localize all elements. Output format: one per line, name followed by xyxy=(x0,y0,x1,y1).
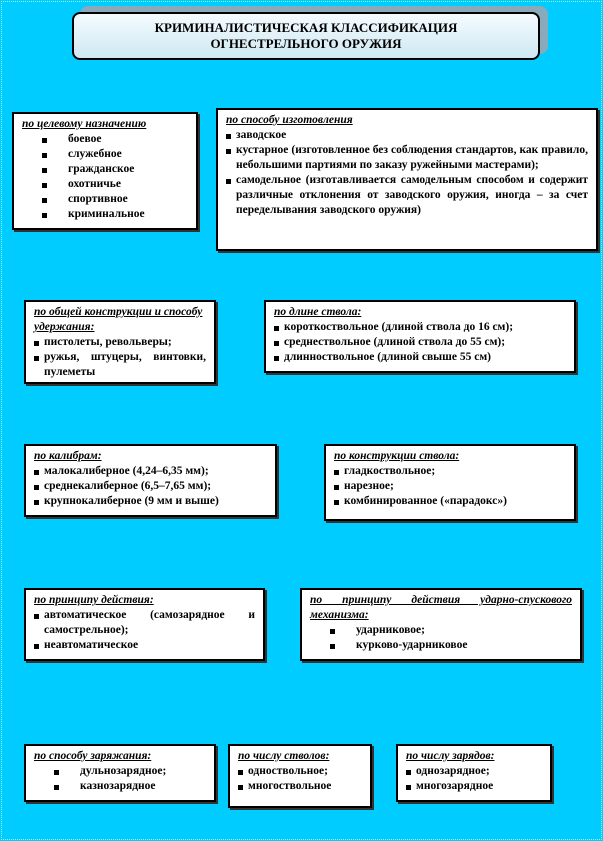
list-item: курково-ударниковое xyxy=(310,638,572,653)
box-caliber xyxy=(24,444,277,517)
list-item: охотничье xyxy=(22,177,188,192)
box-heading: по конструкции ствола: xyxy=(334,450,460,462)
list-item: дульнозарядное; xyxy=(34,764,206,779)
box-construction xyxy=(24,300,216,384)
box-heading: по длине ствола: xyxy=(274,306,362,318)
diagram-title xyxy=(72,12,540,60)
list-item: многозарядное xyxy=(406,779,542,794)
box-heading: по числу зарядов: xyxy=(406,750,495,762)
box-heading: по числу стволов: xyxy=(238,750,330,762)
list-item: кустарное (изготовленное без соблюдения стандартов, как правило, небольшими партиями по заказу ружейными мастерами); xyxy=(226,143,588,173)
list-item: автоматическое (самозарядное и самострельное); xyxy=(34,608,255,638)
list-item: гладкоствольное; xyxy=(334,464,566,479)
box-heading: по способу изготовления xyxy=(226,114,353,126)
list-item: длинноствольное (длиной свыше 55 см) xyxy=(274,350,566,365)
box-heading: по принципу действия ударно-спускового механизма: xyxy=(310,594,572,621)
list-item: ударниковое; xyxy=(310,623,572,638)
box-barrel-count xyxy=(228,744,372,808)
list-item: пистолеты, револьверы; xyxy=(34,335,206,350)
box-loading xyxy=(24,744,216,802)
list-item: среднествольное (длиной ствола до 55 см); xyxy=(274,335,566,350)
list-item: гражданское xyxy=(22,162,188,177)
box-barrel-length xyxy=(264,300,576,373)
box-purpose xyxy=(12,112,198,230)
box-charge-count xyxy=(396,744,552,802)
list-item: заводское xyxy=(226,128,588,143)
box-heading: по принципу действия: xyxy=(34,594,154,606)
title-line-1: КРИМИНАЛИСТИЧЕСКАЯ КЛАССИФИКАЦИЯ xyxy=(154,20,458,35)
list-item: неавтоматическое xyxy=(34,638,255,653)
list-item: нарезное; xyxy=(334,479,566,494)
list-item: многоствольное xyxy=(238,779,362,794)
list-item: короткоствольное (длиной ствола до 16 см); xyxy=(274,320,566,335)
box-action xyxy=(24,588,265,661)
list-item: одноствольное; xyxy=(238,764,362,779)
box-barrel-construction xyxy=(324,444,576,521)
list-item: казнозарядное xyxy=(34,779,206,794)
title-line-2: ОГНЕСТРЕЛЬНОГО ОРУЖИЯ xyxy=(210,36,402,51)
list-item: среднекалиберное (6,5–7,65 мм); xyxy=(34,479,267,494)
list-item: служебное xyxy=(22,147,188,162)
box-heading: по целевому назначению xyxy=(22,118,147,130)
list-item: ружья, штуцеры, винтовки, пулеметы xyxy=(34,350,206,380)
box-heading: по калибрам: xyxy=(34,450,102,462)
list-item: крупнокалиберное (9 мм и выше) xyxy=(34,494,267,509)
list-item: боевое xyxy=(22,132,188,147)
box-manufacture xyxy=(216,108,598,251)
list-item: криминальное xyxy=(22,207,188,222)
list-item: комбинированное («парадокс») xyxy=(334,494,566,509)
list-item: малокалиберное (4,24–6,35 мм); xyxy=(34,464,267,479)
list-item: спортивное xyxy=(22,192,188,207)
box-heading: по способу заряжания: xyxy=(34,750,152,762)
box-firing-mechanism xyxy=(300,588,582,661)
list-item: самодельное (изготавливается самодельным способом и содержит различные отклонения от заводского оружия, иногда – за счет переделывания заводского оружия) xyxy=(226,173,588,218)
box-heading: по общей конструкции и способу удержания: xyxy=(34,306,203,333)
list-item: однозарядное; xyxy=(406,764,542,779)
